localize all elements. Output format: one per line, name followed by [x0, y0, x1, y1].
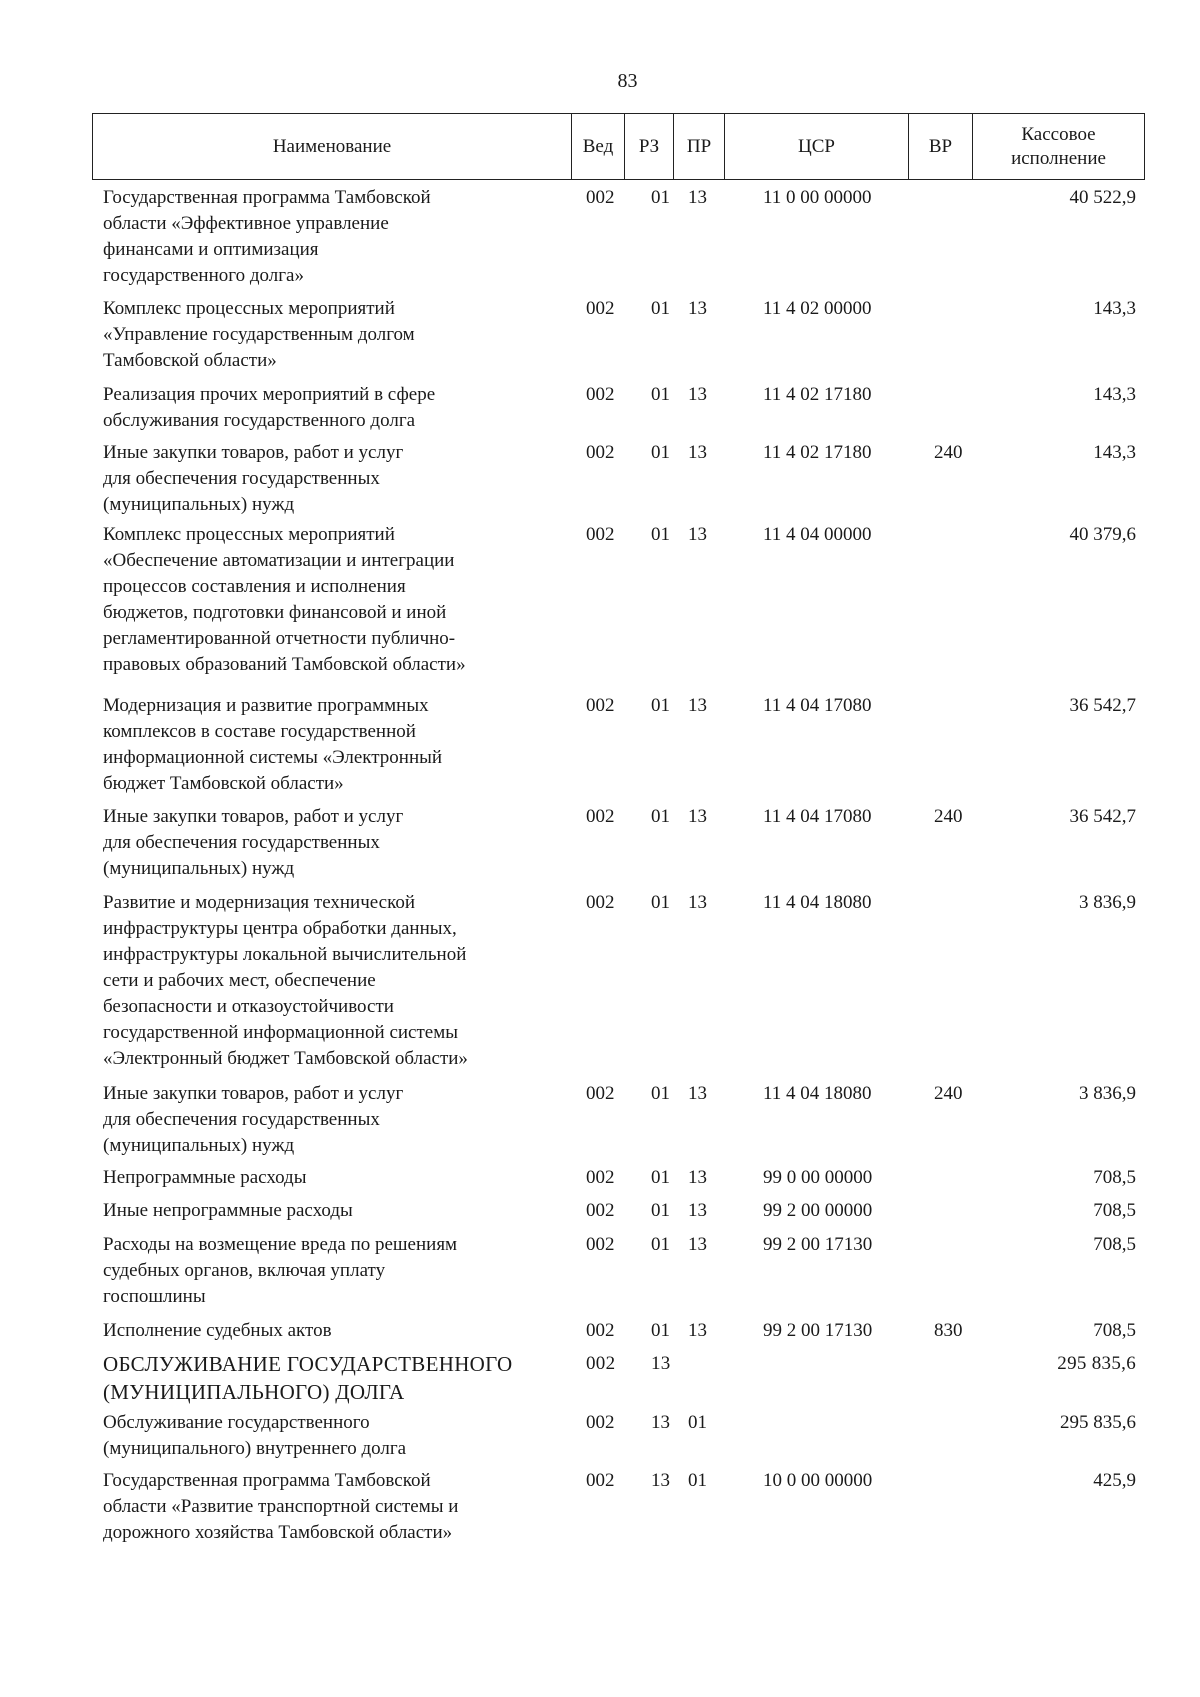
- row-name: Государственная программа Тамбовской области «Развитие транспортной системы и дорожного хозяйства Тамбовской области»: [103, 1470, 459, 1543]
- row-name: Расходы на возмещение вреда по решениям судебных органов, включая уплату госпошлины: [103, 1234, 458, 1307]
- row-rz: 01: [651, 442, 670, 463]
- row-name: Развитие и модернизация технической инфраструктуры центра обработки данных, инфраструктуры локальной вычислительной сети и рабочих мест, обеспечение безопасности и отказоустойчивости государственной информационной системы «Электронный бюджет Тамбовской области»: [103, 892, 468, 1069]
- row-rz: 01: [651, 1167, 670, 1188]
- header-amount: Кассовое исполнение: [973, 114, 1145, 180]
- row-name: Иные закупки товаров, работ и услуг для обеспечения государственных (муниципальных) нужд: [103, 806, 404, 879]
- row-amount: 143,3: [1093, 384, 1136, 405]
- row-amount: 708,5: [1093, 1167, 1136, 1188]
- row-ved: 002: [586, 298, 615, 319]
- row-amount: 143,3: [1093, 442, 1136, 463]
- row-csr: 11 4 04 18080: [763, 892, 872, 913]
- row-rz: 01: [651, 1083, 670, 1104]
- row-amount: 36 542,7: [1069, 806, 1136, 827]
- row-rz: 13: [651, 1353, 671, 1374]
- row-amount: 295 835,6: [1057, 1353, 1136, 1374]
- row-amount: 40 379,6: [1069, 524, 1136, 545]
- row-rz: 01: [651, 187, 670, 208]
- row-vr: 830: [934, 1320, 963, 1341]
- row-ved: 002: [586, 695, 615, 716]
- row-pr: 01: [688, 1412, 707, 1433]
- header-vr: ВР: [909, 114, 973, 180]
- row-pr: 13: [688, 892, 707, 913]
- row-ved: 002: [586, 1320, 615, 1341]
- row-amount: 425,9: [1093, 1470, 1136, 1491]
- row-pr: 01: [688, 1470, 707, 1491]
- row-csr: 11 0 00 00000: [763, 187, 872, 208]
- row-name: Комплекс процессных мероприятий «Управление государственным долгом Тамбовской области»: [103, 298, 415, 371]
- row-pr: 13: [688, 1167, 707, 1188]
- row-rz: 01: [651, 1200, 670, 1221]
- row-pr: 13: [688, 1200, 707, 1221]
- row-rz: 01: [651, 524, 670, 545]
- row-ved: 002: [586, 806, 615, 827]
- row-vr: 240: [934, 806, 963, 827]
- row-name: Реализация прочих мероприятий в сфере обслуживания государственного долга: [103, 384, 436, 431]
- row-rz: 01: [651, 695, 670, 716]
- row-pr: 13: [688, 806, 707, 827]
- row-name: Иные закупки товаров, работ и услуг для обеспечения государственных (муниципальных) нужд: [103, 1083, 404, 1156]
- row-ved: 002: [586, 1234, 615, 1255]
- row-ved: 002: [586, 1412, 615, 1433]
- row-rz: 01: [651, 892, 670, 913]
- row-pr: 13: [688, 187, 707, 208]
- row-name: Непрограммные расходы: [103, 1167, 307, 1188]
- row-name: Иные закупки товаров, работ и услуг для обеспечения государственных (муниципальных) нужд: [103, 442, 404, 515]
- row-ved: 002: [586, 1167, 615, 1188]
- row-name: Обслуживание государственного (муниципального) внутреннего долга: [103, 1412, 407, 1459]
- row-rz: 01: [651, 298, 670, 319]
- row-csr: 99 2 00 17130: [763, 1234, 873, 1255]
- header-rz: РЗ: [625, 114, 674, 180]
- row-amount: 3 836,9: [1079, 1083, 1136, 1104]
- row-pr: 13: [688, 1083, 707, 1104]
- row-pr: 13: [688, 384, 707, 405]
- row-amount: 708,5: [1093, 1320, 1136, 1341]
- row-ved: 002: [586, 1470, 615, 1491]
- row-ved: 002: [586, 1200, 615, 1221]
- row-csr: 11 4 04 18080: [763, 1083, 872, 1104]
- row-amount: 40 522,9: [1069, 187, 1136, 208]
- row-ved: 002: [586, 442, 615, 463]
- row-pr: 13: [688, 695, 707, 716]
- row-vr: 240: [934, 1083, 963, 1104]
- row-csr: 11 4 02 17180: [763, 384, 872, 405]
- row-rz: 01: [651, 1320, 670, 1341]
- row-vr: 240: [934, 442, 963, 463]
- row-rz: 01: [651, 384, 670, 405]
- row-csr: 11 4 04 17080: [763, 695, 872, 716]
- row-amount: 3 836,9: [1079, 892, 1136, 913]
- row-amount: 295 835,6: [1060, 1412, 1136, 1433]
- row-rz: 01: [651, 1234, 670, 1255]
- row-csr: 11 4 04 17080: [763, 806, 872, 827]
- row-name: Государственная программа Тамбовской области «Эффективное управление финансами и оптимизация государственного долга»: [103, 187, 431, 286]
- row-csr: 99 2 00 17130: [763, 1320, 873, 1341]
- row-amount: 708,5: [1093, 1234, 1136, 1255]
- row-amount: 708,5: [1093, 1200, 1136, 1221]
- row-amount: 36 542,7: [1069, 695, 1136, 716]
- header-ved: Вед: [572, 114, 625, 180]
- row-ved: 002: [586, 187, 615, 208]
- row-name: ОБСЛУЖИВАНИЕ ГОСУДАРСТВЕННОГО (МУНИЦИПАЛЬНОГО) ДОЛГА: [103, 1352, 513, 1404]
- row-rz: 13: [651, 1412, 670, 1433]
- row-ved: 002: [586, 1353, 616, 1374]
- row-ved: 002: [586, 892, 615, 913]
- row-name: Комплекс процессных мероприятий «Обеспечение автоматизации и интеграции процессов составления и исполнения бюджетов, подготовки финансовой и иной регламентированной отчетности публично- правовых образований Тамбовской области»: [103, 524, 466, 675]
- row-amount: 143,3: [1093, 298, 1136, 319]
- header-name: Наименование: [93, 114, 572, 180]
- row-rz: 01: [651, 806, 670, 827]
- row-pr: 13: [688, 298, 707, 319]
- row-csr: 11 4 02 17180: [763, 442, 872, 463]
- header-csr: ЦСР: [725, 114, 909, 180]
- row-pr: 13: [688, 1320, 707, 1341]
- row-pr: 13: [688, 442, 707, 463]
- header-pr: ПР: [674, 114, 725, 180]
- row-csr: 11 4 02 00000: [763, 298, 872, 319]
- row-ved: 002: [586, 384, 615, 405]
- row-name: Иные непрограммные расходы: [103, 1200, 353, 1221]
- row-name: Модернизация и развитие программных комплексов в составе государственной информационной системы «Электронный бюджет Тамбовской области»: [103, 695, 443, 794]
- row-name: Исполнение судебных актов: [103, 1320, 332, 1341]
- row-rz: 13: [651, 1470, 670, 1491]
- row-csr: 99 0 00 00000: [763, 1167, 873, 1188]
- row-csr: 99 2 00 00000: [763, 1200, 873, 1221]
- row-pr: 13: [688, 1234, 707, 1255]
- row-csr: 11 4 04 00000: [763, 524, 872, 545]
- page-number: 83: [617, 70, 638, 92]
- row-pr: 13: [688, 524, 707, 545]
- table-header: [92, 113, 1145, 180]
- row-ved: 002: [586, 1083, 615, 1104]
- row-csr: 10 0 00 00000: [763, 1470, 873, 1491]
- row-ved: 002: [586, 524, 615, 545]
